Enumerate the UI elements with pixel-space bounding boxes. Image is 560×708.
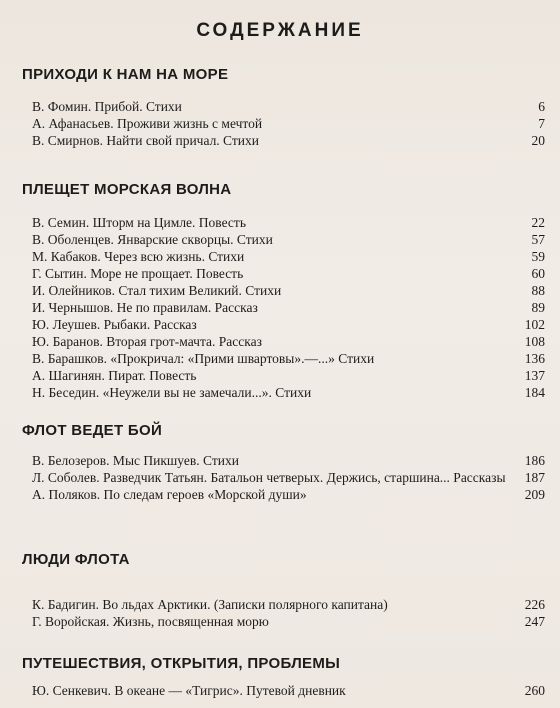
entry-page: 187 — [524, 470, 545, 485]
entry-list — [22, 452, 545, 503]
entry-page: 89 — [531, 300, 545, 315]
toc-entry — [22, 98, 545, 115]
entry-text: М. Кабаков. Через всю жизнь. Стихи — [32, 249, 245, 264]
section-title: ФЛОТ ВЕДЕТ БОЙ — [22, 422, 163, 439]
entry-text: К. Бадигин. Во льдах Арктики. (Записки полярного капитана) — [32, 597, 388, 612]
toc-entry — [22, 384, 545, 401]
entry-page: 6 — [538, 99, 545, 114]
entry-text: Ю. Баранов. Вторая грот-мачта. Рассказ — [32, 334, 262, 349]
section-title: ЛЮДИ ФЛОТА — [22, 551, 130, 568]
entry-page: 102 — [524, 317, 545, 332]
toc-entry — [22, 132, 545, 149]
toc-section — [22, 551, 537, 569]
entry-text: Л. Соболев. Разведчик Татьян. Батальон четверых. Держись, старшина... Рассказы — [32, 470, 506, 485]
toc-entry — [22, 486, 545, 503]
toc-entry — [22, 231, 545, 248]
entry-page: 88 — [531, 283, 545, 298]
entry-text: В. Смирнов. Найти свой причал. Стихи — [32, 133, 259, 148]
toc-entry — [22, 214, 545, 231]
section-title: ПУТЕШЕСТВИЯ, ОТКРЫТИЯ, ПРОБЛЕМЫ — [22, 655, 341, 672]
entry-text: В. Фомин. Прибой. Стихи — [32, 99, 182, 114]
entry-text: И. Чернышов. Не по правилам. Рассказ — [32, 300, 258, 315]
entry-text: В. Оболенцев. Январские скворцы. Стихи — [32, 232, 273, 247]
toc-entry — [22, 265, 545, 282]
entry-page: 247 — [524, 614, 545, 629]
toc-entry — [22, 115, 545, 132]
entry-list — [22, 682, 545, 699]
toc-entry — [22, 452, 545, 469]
toc-entry — [22, 682, 545, 699]
entry-page: 60 — [531, 266, 545, 281]
toc-entry — [22, 333, 545, 350]
entry-text: И. Олейников. Стал тихим Великий. Стихи — [32, 283, 282, 298]
entry-page: 7 — [538, 116, 545, 131]
entry-text: Ю. Сенкевич. В океане — «Тигрис». Путевой дневник — [32, 683, 346, 698]
entry-page: 209 — [524, 487, 545, 502]
entry-page: 57 — [531, 232, 545, 247]
entry-page: 260 — [524, 683, 545, 698]
toc-section — [22, 655, 537, 673]
entry-list — [22, 214, 545, 401]
toc-entry — [22, 350, 545, 367]
entry-text: Г. Сытин. Море не прощает. Повесть — [32, 266, 244, 281]
entry-text: А. Шагинян. Пират. Повесть — [32, 368, 197, 383]
entry-list — [22, 98, 545, 149]
toc-section — [22, 66, 537, 84]
entry-page: 108 — [524, 334, 545, 349]
toc-entry — [22, 248, 545, 265]
entry-page: 22 — [531, 215, 545, 230]
page-title: СОДЕРЖАНИЕ — [196, 20, 364, 41]
entry-page: 136 — [524, 351, 545, 366]
entry-list — [22, 596, 545, 630]
toc-section — [22, 181, 537, 199]
toc-entry — [22, 316, 545, 333]
entry-text: А. Поляков. По следам героев «Морской души» — [32, 487, 307, 502]
toc-entry — [22, 469, 545, 486]
toc-entry — [22, 299, 545, 316]
entry-page: 59 — [531, 249, 545, 264]
entry-text: Н. Беседин. «Неужели вы не замечали...». Стихи — [32, 385, 312, 400]
entry-text: Ю. Леушев. Рыбаки. Рассказ — [32, 317, 197, 332]
toc-entry — [22, 367, 545, 384]
toc-entry — [22, 282, 545, 299]
entry-page: 137 — [524, 368, 545, 383]
entry-text: В. Белозеров. Мыс Пикшуев. Стихи — [32, 453, 239, 468]
toc-entry — [22, 596, 545, 613]
section-title: ПЛЕЩЕТ МОРСКАЯ ВОЛНА — [22, 181, 232, 198]
section-title: ПРИХОДИ К НАМ НА МОРЕ — [22, 66, 229, 83]
entry-text: Г. Воройская. Жизнь, посвященная морю — [32, 614, 269, 629]
entry-text: В. Барашков. «Прокричал: «Прими швартовы».—...» Стихи — [32, 351, 375, 366]
toc-entry — [22, 613, 545, 630]
toc-section — [22, 422, 537, 440]
entry-text: В. Семин. Шторм на Цимле. Повесть — [32, 215, 246, 230]
entry-page: 20 — [531, 133, 545, 148]
entry-page: 186 — [524, 453, 545, 468]
entry-page: 226 — [524, 597, 545, 612]
entry-text: А. Афанасьев. Проживи жизнь с мечтой — [32, 116, 263, 131]
entry-page: 184 — [524, 385, 545, 400]
